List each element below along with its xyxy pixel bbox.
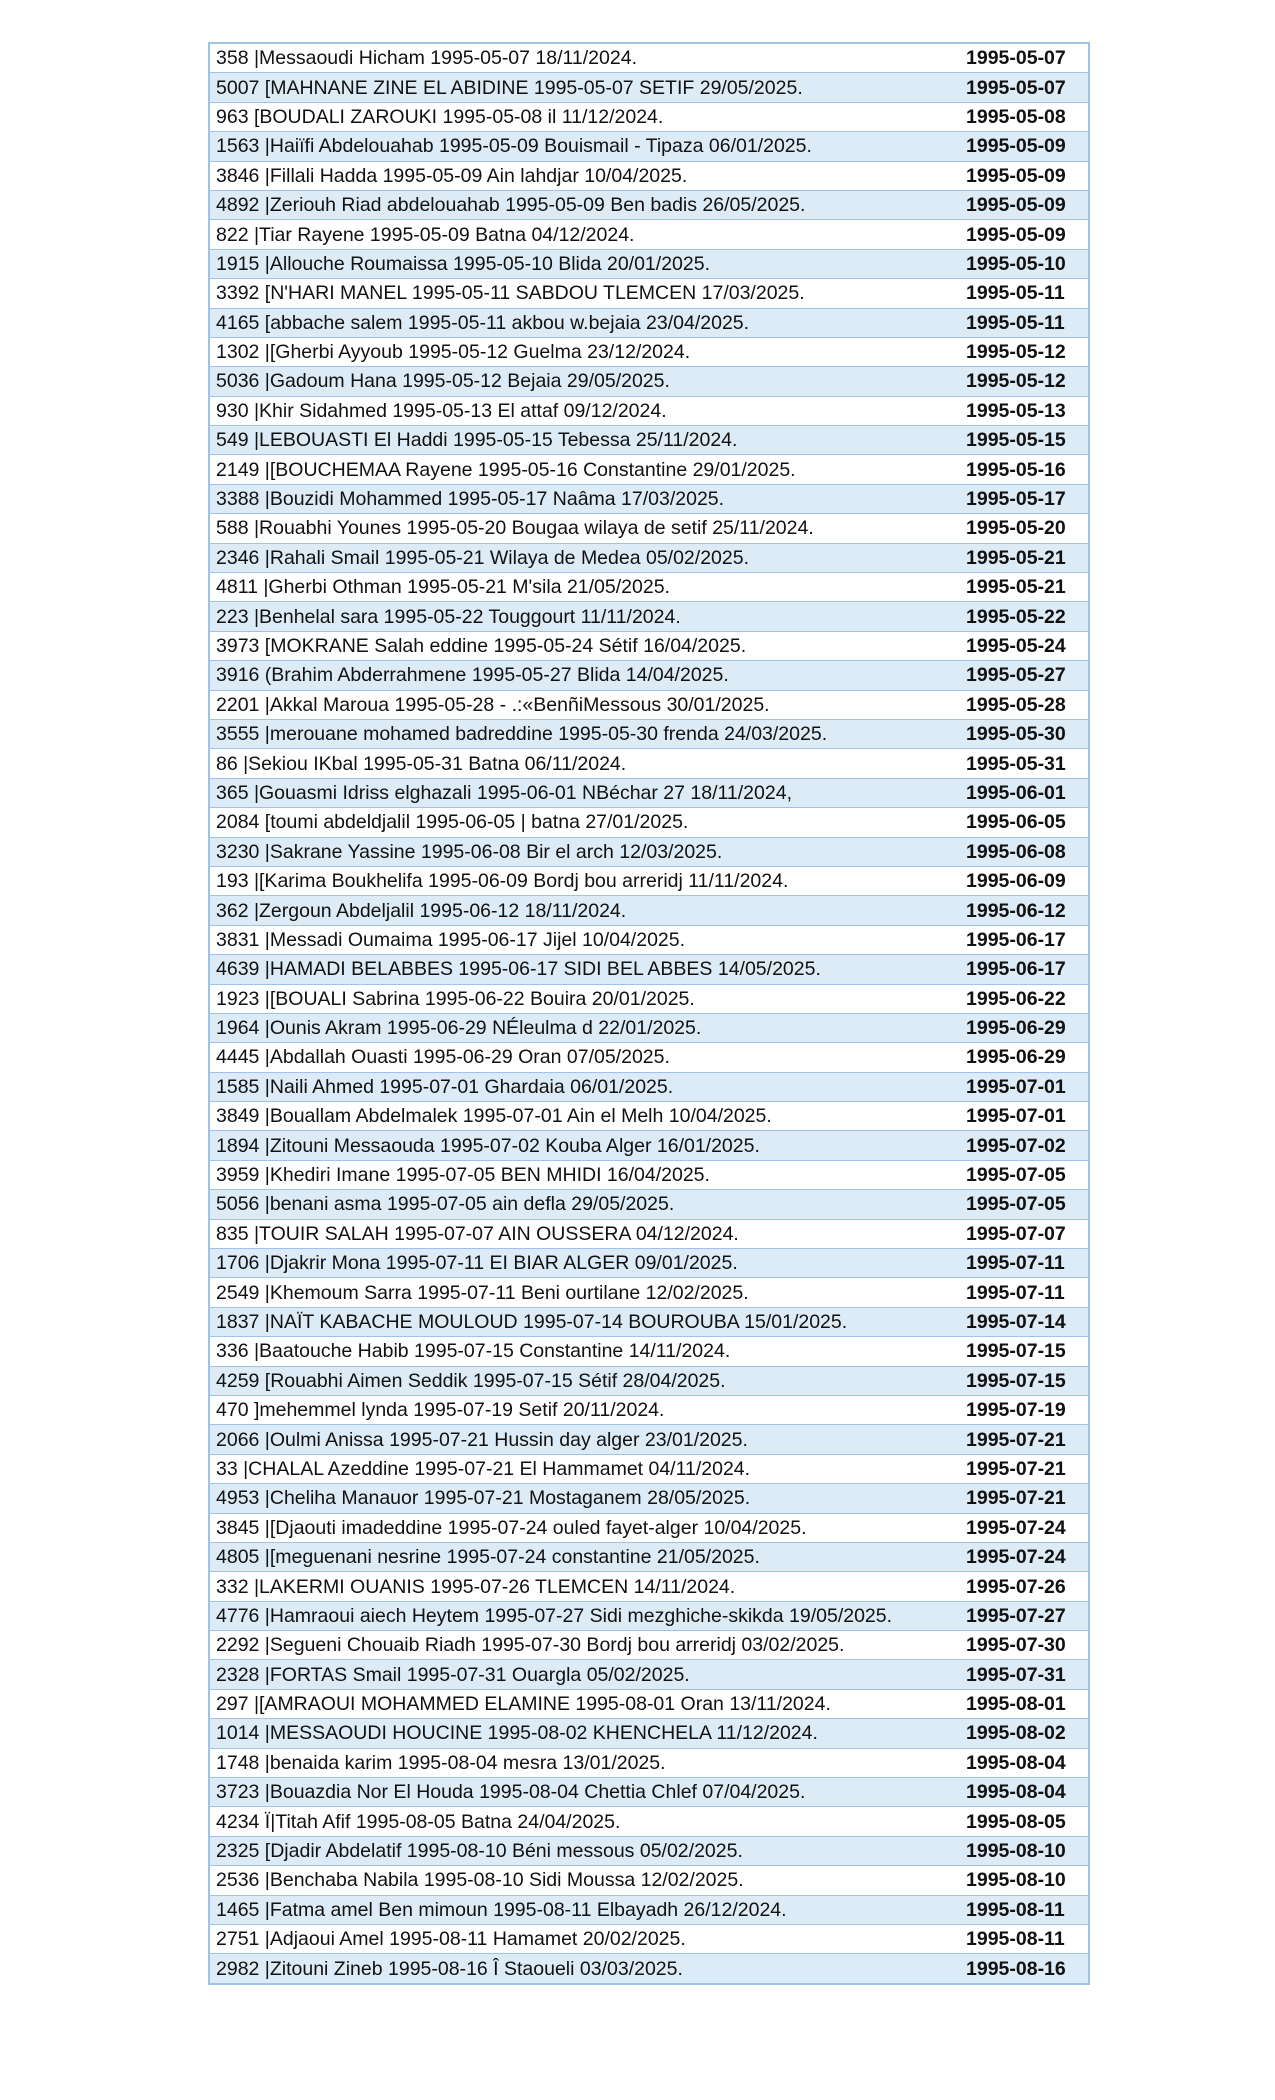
record-text-cell: 4953 |Cheliha Manauor 1995-07-21 Mostaganem 28/05/2025. bbox=[209, 1484, 962, 1513]
record-text-cell: 3973 [MOKRANE Salah eddine 1995-05-24 Sétif 16/04/2025. bbox=[209, 631, 962, 660]
record-text-cell: 4234 Ï|Titah Afif 1995-08-05 Batna 24/04/2025. bbox=[209, 1807, 962, 1836]
record-date-cell: 1995-07-15 bbox=[962, 1337, 1089, 1366]
table-row bbox=[209, 1719, 1089, 1748]
record-date-cell: 1995-07-01 bbox=[962, 1072, 1089, 1101]
record-text-cell: 3230 |Sakrane Yassine 1995-06-08 Bir el arch 12/03/2025. bbox=[209, 837, 962, 866]
record-date-cell: 1995-06-12 bbox=[962, 896, 1089, 925]
table-row bbox=[209, 367, 1089, 396]
table-row bbox=[209, 719, 1089, 748]
record-text-cell: 822 |Tiar Rayene 1995-05-09 Batna 04/12/2024. bbox=[209, 220, 962, 249]
record-text-cell: 5056 |benani asma 1995-07-05 ain defla 29/05/2025. bbox=[209, 1190, 962, 1219]
record-text-cell: 1748 |benaida karim 1995-08-04 mesra 13/01/2025. bbox=[209, 1748, 962, 1777]
table-row bbox=[209, 1748, 1089, 1777]
table-row bbox=[209, 808, 1089, 837]
table-row bbox=[209, 1572, 1089, 1601]
record-text-cell: 2328 |FORTAS Smail 1995-07-31 Ouargla 05/02/2025. bbox=[209, 1660, 962, 1689]
record-date-cell: 1995-05-09 bbox=[962, 132, 1089, 161]
record-text-cell: 470 ]mehemmel lynda 1995-07-19 Setif 20/11/2024. bbox=[209, 1395, 962, 1424]
record-date-cell: 1995-05-10 bbox=[962, 249, 1089, 278]
record-text-cell: 1964 |Ounis Akram 1995-06-29 NÉleulma d 22/01/2025. bbox=[209, 1013, 962, 1042]
table-row bbox=[209, 1601, 1089, 1630]
table-row bbox=[209, 308, 1089, 337]
table-row bbox=[209, 1925, 1089, 1954]
table-row bbox=[209, 190, 1089, 219]
record-date-cell: 1995-05-21 bbox=[962, 573, 1089, 602]
record-date-cell: 1995-08-10 bbox=[962, 1836, 1089, 1865]
record-text-cell: 2201 |Akkal Maroua 1995-05-28 - .:«BenñiMessous 30/01/2025. bbox=[209, 690, 962, 719]
table-row bbox=[209, 1778, 1089, 1807]
record-text-cell: 297 |[AMRAOUI MOHAMMED ELAMINE 1995-08-01 Oran 13/11/2024. bbox=[209, 1689, 962, 1718]
record-date-cell: 1995-07-31 bbox=[962, 1660, 1089, 1689]
record-date-cell: 1995-06-09 bbox=[962, 866, 1089, 895]
table-row bbox=[209, 1307, 1089, 1336]
record-text-cell: 1706 |Djakrir Mona 1995-07-11 EI BIAR ALGER 09/01/2025. bbox=[209, 1249, 962, 1278]
record-date-cell: 1995-07-15 bbox=[962, 1366, 1089, 1395]
table-row bbox=[209, 1337, 1089, 1366]
record-text-cell: 5007 [MAHNANE ZINE EL ABIDINE 1995-05-07 SETIF 29/05/2025. bbox=[209, 73, 962, 102]
record-text-cell: 1465 |Fatma amel Ben mimoun 1995-08-11 Elbayadh 26/12/2024. bbox=[209, 1895, 962, 1924]
table-row bbox=[209, 132, 1089, 161]
record-date-cell: 1995-05-09 bbox=[962, 161, 1089, 190]
table-row bbox=[209, 631, 1089, 660]
record-date-cell: 1995-06-17 bbox=[962, 955, 1089, 984]
record-date-cell: 1995-07-24 bbox=[962, 1513, 1089, 1542]
table-row bbox=[209, 866, 1089, 895]
record-date-cell: 1995-07-05 bbox=[962, 1160, 1089, 1189]
record-date-cell: 1995-08-02 bbox=[962, 1719, 1089, 1748]
record-date-cell: 1995-07-11 bbox=[962, 1278, 1089, 1307]
record-text-cell: 1923 |[BOUALI Sabrina 1995-06-22 Bouira 20/01/2025. bbox=[209, 984, 962, 1013]
record-text-cell: 1014 |MESSAOUDI HOUCINE 1995-08-02 KHENCHELA 11/12/2024. bbox=[209, 1719, 962, 1748]
record-text-cell: 4165 [abbache salem 1995-05-11 akbou w.bejaia 23/04/2025. bbox=[209, 308, 962, 337]
table-row bbox=[209, 514, 1089, 543]
record-text-cell: 2751 |Adjaoui Amel 1995-08-11 Hamamet 20/02/2025. bbox=[209, 1925, 962, 1954]
record-text-cell: 1585 |Naili Ahmed 1995-07-01 Ghardaia 06/01/2025. bbox=[209, 1072, 962, 1101]
table-row bbox=[209, 1660, 1089, 1689]
record-text-cell: 3388 |Bouzidi Mohammed 1995-05-17 Naâma 17/03/2025. bbox=[209, 484, 962, 513]
record-date-cell: 1995-05-27 bbox=[962, 661, 1089, 690]
table-row bbox=[209, 925, 1089, 954]
table-row bbox=[209, 1160, 1089, 1189]
records-table-body bbox=[209, 43, 1089, 1984]
record-date-cell: 1995-05-24 bbox=[962, 631, 1089, 660]
record-text-cell: 1837 |NAÏT KABACHE MOULOUD 1995-07-14 BOUROUBA 15/01/2025. bbox=[209, 1307, 962, 1336]
record-text-cell: 358 |Messaoudi Hicham 1995-05-07 18/11/2024. bbox=[209, 43, 962, 73]
record-date-cell: 1995-07-14 bbox=[962, 1307, 1089, 1336]
record-text-cell: 3845 |[Djaouti imadeddine 1995-07-24 ouled fayet-alger 10/04/2025. bbox=[209, 1513, 962, 1542]
record-date-cell: 1995-07-01 bbox=[962, 1102, 1089, 1131]
table-row bbox=[209, 1895, 1089, 1924]
record-date-cell: 1995-08-11 bbox=[962, 1925, 1089, 1954]
table-row bbox=[209, 1807, 1089, 1836]
record-date-cell: 1995-05-08 bbox=[962, 102, 1089, 131]
record-date-cell: 1995-05-13 bbox=[962, 396, 1089, 425]
record-text-cell: 588 |Rouabhi Younes 1995-05-20 Bougaa wilaya de setif 25/11/2024. bbox=[209, 514, 962, 543]
record-date-cell: 1995-05-28 bbox=[962, 690, 1089, 719]
record-text-cell: 3959 |Khediri Imane 1995-07-05 BEN MHIDI 16/04/2025. bbox=[209, 1160, 962, 1189]
record-date-cell: 1995-06-05 bbox=[962, 808, 1089, 837]
records-table bbox=[208, 42, 1090, 1985]
table-row bbox=[209, 1454, 1089, 1483]
table-row bbox=[209, 778, 1089, 807]
record-text-cell: 2325 [Djadir Abdelatif 1995-08-10 Béni messous 05/02/2025. bbox=[209, 1836, 962, 1865]
table-row bbox=[209, 426, 1089, 455]
record-date-cell: 1995-05-09 bbox=[962, 190, 1089, 219]
record-date-cell: 1995-07-21 bbox=[962, 1484, 1089, 1513]
table-row bbox=[209, 73, 1089, 102]
record-date-cell: 1995-05-15 bbox=[962, 426, 1089, 455]
table-row bbox=[209, 1366, 1089, 1395]
table-row bbox=[209, 1866, 1089, 1895]
record-date-cell: 1995-05-21 bbox=[962, 543, 1089, 572]
table-row bbox=[209, 1013, 1089, 1042]
table-row bbox=[209, 1954, 1089, 1984]
record-text-cell: 1915 |Allouche Roumaissa 1995-05-10 Blida 20/01/2025. bbox=[209, 249, 962, 278]
record-date-cell: 1995-05-07 bbox=[962, 73, 1089, 102]
record-date-cell: 1995-05-20 bbox=[962, 514, 1089, 543]
table-row bbox=[209, 220, 1089, 249]
record-date-cell: 1995-05-12 bbox=[962, 367, 1089, 396]
record-text-cell: 365 |Gouasmi Idriss elghazali 1995-06-01 NBéchar 27 18/11/2024, bbox=[209, 778, 962, 807]
table-row bbox=[209, 43, 1089, 73]
record-text-cell: 4445 |Abdallah Ouasti 1995-06-29 Oran 07/05/2025. bbox=[209, 1043, 962, 1072]
record-text-cell: 3555 |merouane mohamed badreddine 1995-05-30 frenda 24/03/2025. bbox=[209, 719, 962, 748]
record-text-cell: 2066 |Oulmi Anissa 1995-07-21 Hussin day alger 23/01/2025. bbox=[209, 1425, 962, 1454]
record-date-cell: 1995-07-05 bbox=[962, 1190, 1089, 1219]
record-text-cell: 4811 |Gherbi Othman 1995-05-21 M'sila 21/05/2025. bbox=[209, 573, 962, 602]
record-date-cell: 1995-07-07 bbox=[962, 1219, 1089, 1248]
record-date-cell: 1995-05-30 bbox=[962, 719, 1089, 748]
record-text-cell: 3723 |Bouazdia Nor El Houda 1995-08-04 Chettia Chlef 07/04/2025. bbox=[209, 1778, 962, 1807]
record-date-cell: 1995-05-12 bbox=[962, 337, 1089, 366]
table-row bbox=[209, 543, 1089, 572]
table-row bbox=[209, 690, 1089, 719]
table-row bbox=[209, 1043, 1089, 1072]
record-date-cell: 1995-07-26 bbox=[962, 1572, 1089, 1601]
table-row bbox=[209, 837, 1089, 866]
record-text-cell: 33 |CHALAL Azeddine 1995-07-21 El Hammamet 04/11/2024. bbox=[209, 1454, 962, 1483]
record-text-cell: 549 |LEBOUASTI El Haddi 1995-05-15 Tebessa 25/11/2024. bbox=[209, 426, 962, 455]
record-text-cell: 2982 |Zitouni Zineb 1995-08-16 Î Staoueli 03/03/2025. bbox=[209, 1954, 962, 1984]
record-text-cell: 4805 |[meguenani nesrine 1995-07-24 constantine 21/05/2025. bbox=[209, 1542, 962, 1571]
table-row bbox=[209, 396, 1089, 425]
record-date-cell: 1995-07-11 bbox=[962, 1249, 1089, 1278]
table-row bbox=[209, 1631, 1089, 1660]
record-date-cell: 1995-08-05 bbox=[962, 1807, 1089, 1836]
record-date-cell: 1995-05-11 bbox=[962, 279, 1089, 308]
record-date-cell: 1995-06-29 bbox=[962, 1013, 1089, 1042]
table-row bbox=[209, 1689, 1089, 1718]
record-text-cell: 3916 (Brahim Abderrahmene 1995-05-27 Blida 14/04/2025. bbox=[209, 661, 962, 690]
record-date-cell: 1995-07-24 bbox=[962, 1542, 1089, 1571]
table-row bbox=[209, 1542, 1089, 1571]
table-row bbox=[209, 1278, 1089, 1307]
record-date-cell: 1995-07-21 bbox=[962, 1425, 1089, 1454]
record-text-cell: 1894 |Zitouni Messaouda 1995-07-02 Kouba Alger 16/01/2025. bbox=[209, 1131, 962, 1160]
record-date-cell: 1995-05-17 bbox=[962, 484, 1089, 513]
record-text-cell: 362 |Zergoun Abdeljalil 1995-06-12 18/11/2024. bbox=[209, 896, 962, 925]
record-date-cell: 1995-06-08 bbox=[962, 837, 1089, 866]
record-text-cell: 2292 |Segueni Chouaib Riadh 1995-07-30 Bordj bou arreridj 03/02/2025. bbox=[209, 1631, 962, 1660]
table-row bbox=[209, 455, 1089, 484]
record-text-cell: 2536 |Benchaba Nabila 1995-08-10 Sidi Moussa 12/02/2025. bbox=[209, 1866, 962, 1895]
record-text-cell: 1563 |Haiïfi Abdelouahab 1995-05-09 Bouismail - Tipaza 06/01/2025. bbox=[209, 132, 962, 161]
record-date-cell: 1995-08-04 bbox=[962, 1778, 1089, 1807]
table-row bbox=[209, 602, 1089, 631]
record-date-cell: 1995-06-01 bbox=[962, 778, 1089, 807]
record-text-cell: 193 |[Karima Boukhelifa 1995-06-09 Bordj bou arreridj 11/11/2024. bbox=[209, 866, 962, 895]
table-row bbox=[209, 1102, 1089, 1131]
record-text-cell: 2149 |[BOUCHEMAA Rayene 1995-05-16 Constantine 29/01/2025. bbox=[209, 455, 962, 484]
record-text-cell: 4259 [Rouabhi Aimen Seddik 1995-07-15 Sétif 28/04/2025. bbox=[209, 1366, 962, 1395]
table-row bbox=[209, 484, 1089, 513]
record-text-cell: 835 |TOUIR SALAH 1995-07-07 AIN OUSSERA 04/12/2024. bbox=[209, 1219, 962, 1248]
table-row bbox=[209, 249, 1089, 278]
table-row bbox=[209, 1513, 1089, 1542]
record-text-cell: 332 |LAKERMI OUANIS 1995-07-26 TLEMCEN 14/11/2024. bbox=[209, 1572, 962, 1601]
record-date-cell: 1995-05-31 bbox=[962, 749, 1089, 778]
record-date-cell: 1995-07-19 bbox=[962, 1395, 1089, 1424]
record-date-cell: 1995-05-22 bbox=[962, 602, 1089, 631]
record-date-cell: 1995-07-27 bbox=[962, 1601, 1089, 1630]
table-row bbox=[209, 1484, 1089, 1513]
table-row bbox=[209, 1072, 1089, 1101]
record-text-cell: 336 |Baatouche Habib 1995-07-15 Constantine 14/11/2024. bbox=[209, 1337, 962, 1366]
table-row bbox=[209, 661, 1089, 690]
table-row bbox=[209, 1131, 1089, 1160]
record-text-cell: 223 |Benhelal sara 1995-05-22 Touggourt 11/11/2024. bbox=[209, 602, 962, 631]
record-date-cell: 1995-05-16 bbox=[962, 455, 1089, 484]
table-row bbox=[209, 955, 1089, 984]
record-text-cell: 963 [BOUDALI ZAROUKI 1995-05-08 il 11/12/2024. bbox=[209, 102, 962, 131]
table-row bbox=[209, 161, 1089, 190]
record-date-cell: 1995-06-29 bbox=[962, 1043, 1089, 1072]
record-text-cell: 4776 |Hamraoui aiech Heytem 1995-07-27 Sidi mezghiche-skikda 19/05/2025. bbox=[209, 1601, 962, 1630]
record-text-cell: 4639 |HAMADI BELABBES 1995-06-17 SIDI BEL ABBES 14/05/2025. bbox=[209, 955, 962, 984]
record-date-cell: 1995-08-01 bbox=[962, 1689, 1089, 1718]
record-date-cell: 1995-05-07 bbox=[962, 43, 1089, 73]
table-row bbox=[209, 1249, 1089, 1278]
record-date-cell: 1995-07-02 bbox=[962, 1131, 1089, 1160]
record-text-cell: 2549 |Khemoum Sarra 1995-07-11 Beni ourtilane 12/02/2025. bbox=[209, 1278, 962, 1307]
table-row bbox=[209, 749, 1089, 778]
record-text-cell: 3846 |Fillali Hadda 1995-05-09 Ain lahdjar 10/04/2025. bbox=[209, 161, 962, 190]
table-row bbox=[209, 984, 1089, 1013]
record-text-cell: 86 |Sekiou IKbal 1995-05-31 Batna 06/11/2024. bbox=[209, 749, 962, 778]
record-text-cell: 4892 |Zeriouh Riad abdelouahab 1995-05-09 Ben badis 26/05/2025. bbox=[209, 190, 962, 219]
table-row bbox=[209, 1219, 1089, 1248]
record-text-cell: 3831 |Messadi Oumaima 1995-06-17 Jijel 10/04/2025. bbox=[209, 925, 962, 954]
record-text-cell: 1302 |[Gherbi Ayyoub 1995-05-12 Guelma 23/12/2024. bbox=[209, 337, 962, 366]
record-date-cell: 1995-07-30 bbox=[962, 1631, 1089, 1660]
table-row bbox=[209, 896, 1089, 925]
record-text-cell: 3392 [N'HARI MANEL 1995-05-11 SABDOU TLEMCEN 17/03/2025. bbox=[209, 279, 962, 308]
record-date-cell: 1995-08-04 bbox=[962, 1748, 1089, 1777]
record-date-cell: 1995-08-16 bbox=[962, 1954, 1089, 1984]
record-text-cell: 5036 |Gadoum Hana 1995-05-12 Bejaia 29/05/2025. bbox=[209, 367, 962, 396]
table-row bbox=[209, 102, 1089, 131]
record-text-cell: 2084 [toumi abdeldjalil 1995-06-05 | batna 27/01/2025. bbox=[209, 808, 962, 837]
table-row bbox=[209, 1395, 1089, 1424]
table-row bbox=[209, 1190, 1089, 1219]
record-date-cell: 1995-08-11 bbox=[962, 1895, 1089, 1924]
record-text-cell: 930 |Khir Sidahmed 1995-05-13 El attaf 09/12/2024. bbox=[209, 396, 962, 425]
table-row bbox=[209, 1836, 1089, 1865]
record-date-cell: 1995-05-11 bbox=[962, 308, 1089, 337]
record-text-cell: 3849 |Bouallam Abdelmalek 1995-07-01 Ain el Melh 10/04/2025. bbox=[209, 1102, 962, 1131]
record-text-cell: 2346 |Rahali Smail 1995-05-21 Wilaya de Medea 05/02/2025. bbox=[209, 543, 962, 572]
table-row bbox=[209, 337, 1089, 366]
record-date-cell: 1995-06-22 bbox=[962, 984, 1089, 1013]
record-date-cell: 1995-08-10 bbox=[962, 1866, 1089, 1895]
table-row bbox=[209, 573, 1089, 602]
table-row bbox=[209, 1425, 1089, 1454]
table-row bbox=[209, 279, 1089, 308]
record-date-cell: 1995-05-09 bbox=[962, 220, 1089, 249]
record-date-cell: 1995-06-17 bbox=[962, 925, 1089, 954]
record-date-cell: 1995-07-21 bbox=[962, 1454, 1089, 1483]
